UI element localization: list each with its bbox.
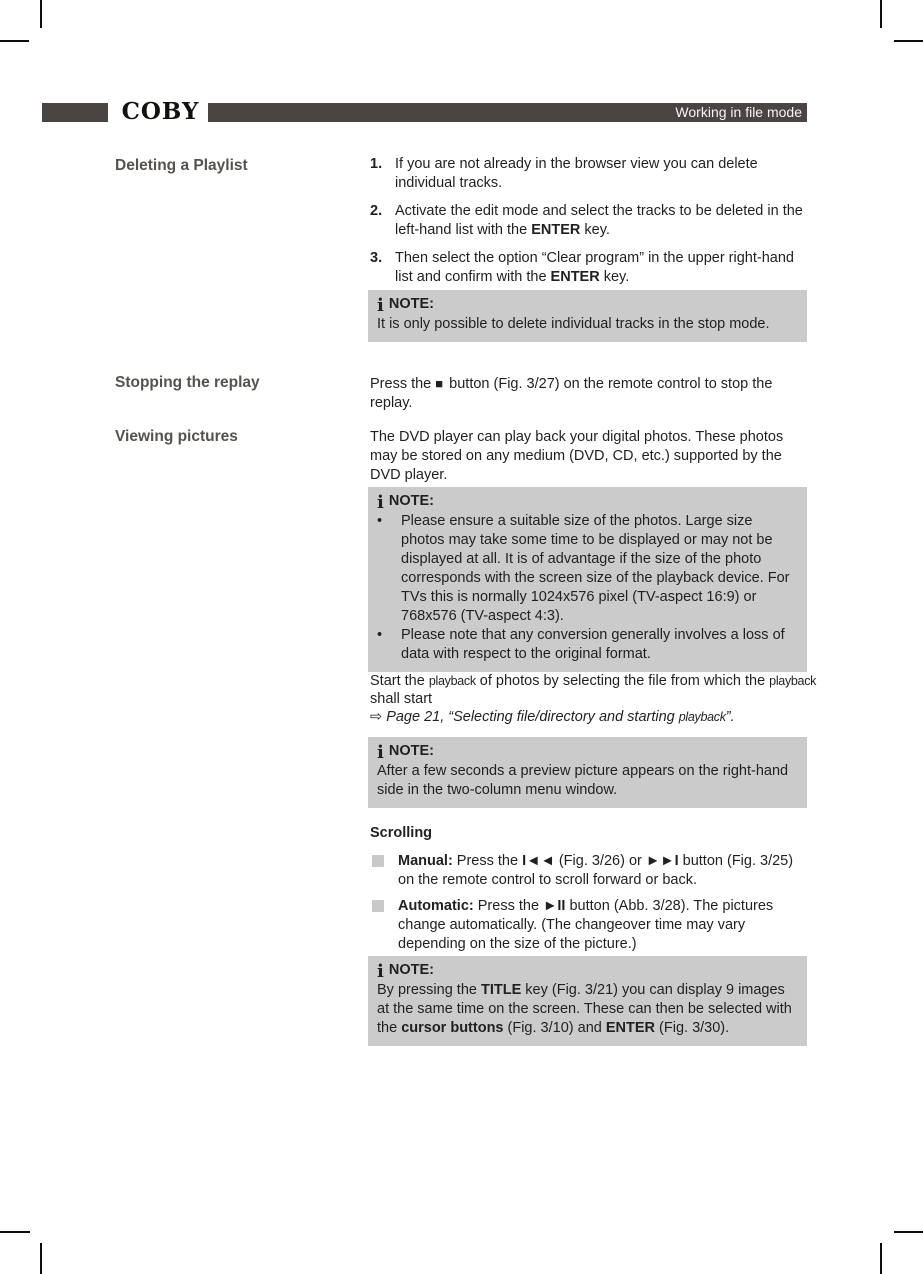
- scroll-bullet-manual: [370, 852, 808, 890]
- bullet-text: Manual: Press the I◄◄ (Fig. 3/26) or ►►I button (Fig. 3/25) on the remote control to scroll forward or back.: [398, 853, 794, 888]
- note-box-title-key: [368, 956, 807, 1046]
- crop-mark-bottom-right-horizontal: [894, 1231, 923, 1233]
- note-text: Please note that any conversion generally involves a loss of data with respect to the original format.: [401, 627, 785, 662]
- numbered-item-3: [370, 249, 808, 287]
- crop-mark-top-right-horizontal: [894, 40, 923, 42]
- note-header: [377, 492, 798, 511]
- section-heading-viewing-pictures: Viewing pictures: [115, 428, 238, 445]
- header-title: Working in file mode: [675, 104, 802, 120]
- numbered-item-2: [370, 202, 808, 240]
- paragraph-line: Start the playback of photos by selecting the file from which the playback shall start: [370, 673, 817, 707]
- item-text: Activate the edit mode and select the tracks to be deleted in the left-hand list with the ENTER key.: [395, 203, 803, 238]
- note-box-photo-size: [368, 487, 807, 672]
- header-bar-left-segment: [42, 103, 108, 122]
- item-number: 3.: [370, 250, 383, 266]
- paragraph-start-playback: [370, 672, 820, 726]
- info-icon: i: [377, 961, 384, 982]
- deleting-steps-list: [370, 155, 808, 296]
- note-bullet-item: [377, 626, 798, 664]
- note-text: By pressing the TITLE key (Fig. 3/21) you can display 9 images at the same time on the screen. These can then be selected with the cursor buttons (Fig. 3/10) and ENTER (Fig. 3/30).: [377, 982, 792, 1036]
- crop-mark-bottom-right-vertical: [880, 1243, 882, 1274]
- bullet-dot: •: [377, 513, 383, 529]
- item-number: 1.: [370, 156, 383, 172]
- note-text: It is only possible to delete individual tracks in the stop mode.: [377, 316, 770, 332]
- scroll-bullet-automatic: [370, 897, 808, 954]
- bullet-dot: •: [377, 627, 383, 643]
- note-label: NOTE:: [388, 962, 434, 978]
- square-bullet-icon: [372, 855, 384, 867]
- note-bullet-item: [377, 512, 798, 626]
- header-bar: [208, 103, 807, 122]
- note-label: NOTE:: [388, 296, 434, 312]
- section-heading-stopping-the-replay: Stopping the replay: [115, 374, 260, 391]
- info-icon: i: [377, 742, 384, 763]
- section-heading-deleting-a-playlist: Deleting a Playlist: [115, 157, 248, 174]
- crop-mark-top-left-vertical: [40, 0, 42, 28]
- note-text: After a few seconds a preview picture appears on the right-hand side in the two-column menu window.: [377, 763, 789, 798]
- brand-logo: COBY: [121, 98, 200, 125]
- note-label: NOTE:: [388, 743, 434, 759]
- note-header: [377, 295, 798, 314]
- numbered-item-1: [370, 155, 808, 193]
- cross-reference-line: ⇨ Page 21, “Selecting file/directory and starting playback”.: [370, 709, 735, 725]
- item-text: If you are not already in the browser view you can delete individual tracks.: [395, 156, 758, 191]
- bullet-text: Automatic: Press the ►II button (Abb. 3/28). The pictures change automatically. (The changeover time may vary depending on the size of the picture.): [398, 898, 774, 952]
- info-icon: i: [377, 295, 384, 316]
- square-bullet-icon: [372, 900, 384, 912]
- crop-mark-top-right-vertical: [880, 0, 882, 28]
- crop-mark-bottom-left-horizontal: [0, 1231, 30, 1233]
- note-label: NOTE:: [388, 493, 434, 509]
- viewing-body: The DVD player can play back your digital photos. These photos may be stored on any medium (DVD, CD, etc.) supported by the DVD player.: [370, 429, 784, 483]
- subheading-scrolling: Scrolling: [370, 825, 433, 841]
- item-number: 2.: [370, 203, 383, 219]
- note-text: Please ensure a suitable size of the photos. Large size photos may take some time to be displayed or may not be displayed at all. It is of advantage if the size of the photo corresponds with the screen size of the playback device. For TVs this is normally 1024x576 pixel (TV-aspect 16:9) or 768x576 (TV-aspect 4:3).: [401, 513, 790, 624]
- stopping-body: Press the ■ button (Fig. 3/27) on the remote control to stop the replay.: [370, 376, 773, 411]
- item-text: Then select the option “Clear program” in the upper right-hand list and confirm with the ENTER key.: [395, 250, 794, 285]
- info-icon: i: [377, 492, 384, 513]
- note-header: [377, 961, 798, 980]
- note-box-preview-picture: [368, 737, 807, 808]
- crop-mark-bottom-left-vertical: [40, 1243, 42, 1274]
- note-header: [377, 742, 798, 761]
- crop-mark-top-left-horizontal: [0, 40, 29, 42]
- note-box-delete-stop-mode: [368, 290, 807, 342]
